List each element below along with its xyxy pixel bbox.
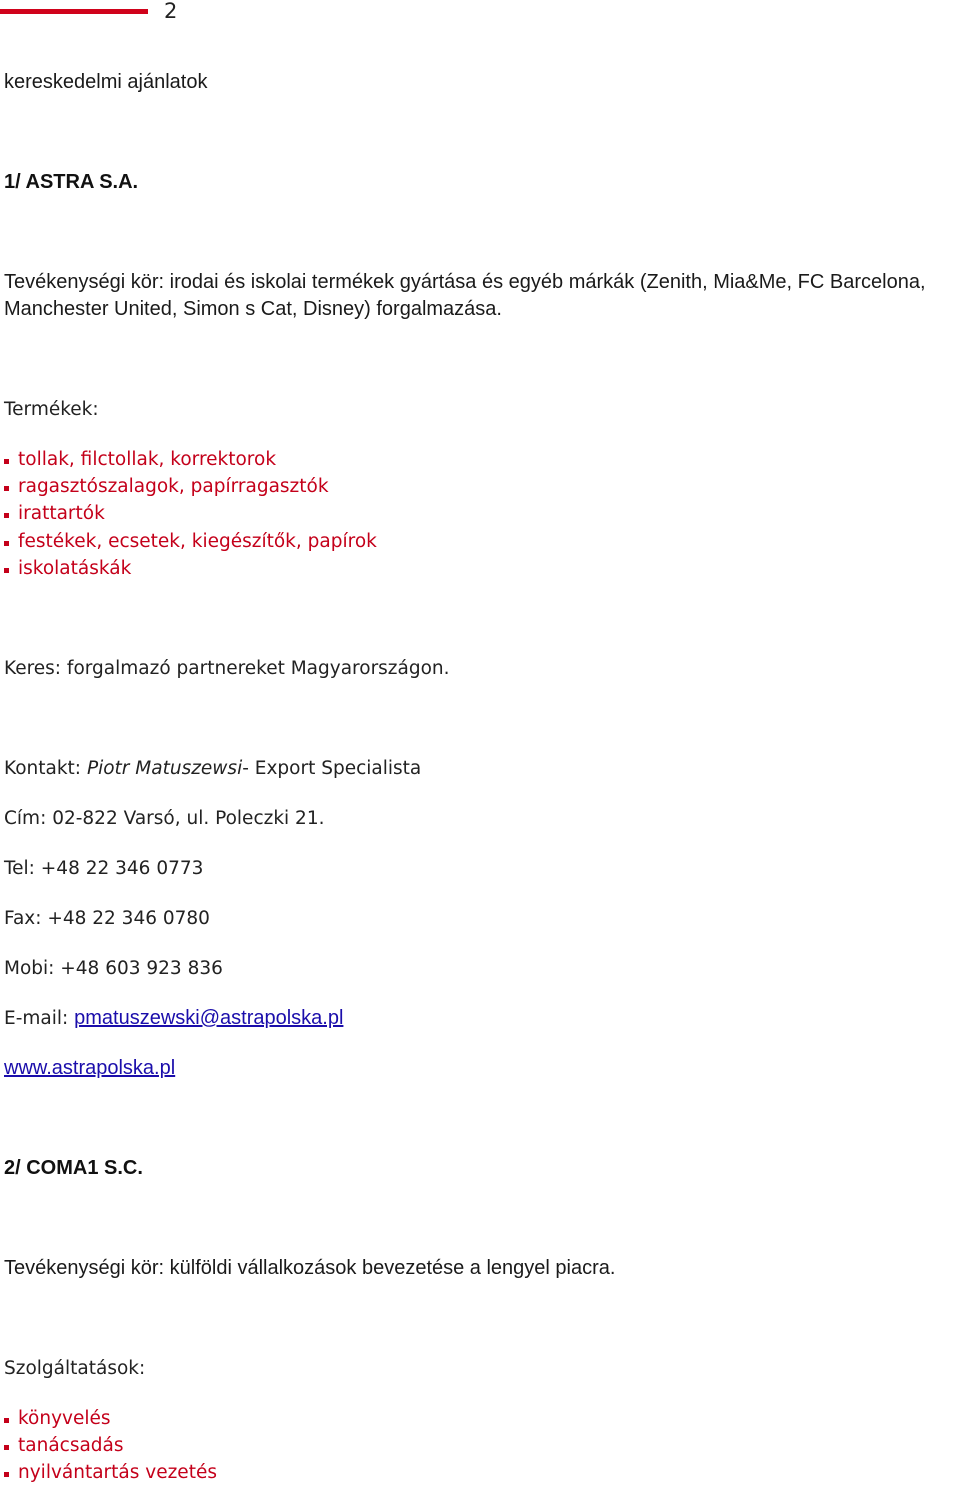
product-label: iskolatáskák — [18, 557, 132, 579]
service-label: könyvelés — [18, 1408, 111, 1429]
products-list — [4, 446, 377, 582]
services-label: Szolgáltatások: — [4, 1358, 146, 1379]
website-line — [4, 1055, 175, 1082]
list-item — [4, 1459, 217, 1486]
contact-label: Kontakt: — [4, 758, 87, 779]
bullet-icon — [4, 1418, 9, 1423]
email-link[interactable]: pmatuszewski@astrapolska.pl — [74, 1007, 344, 1029]
products-label: Termékek: — [4, 399, 99, 420]
company2-heading: 2/ COMA1 S.C. — [4, 1157, 143, 1179]
list-item — [4, 500, 377, 527]
list-item — [4, 555, 377, 582]
bullet-icon — [4, 1472, 9, 1477]
list-item — [4, 1432, 217, 1459]
list-item — [4, 446, 377, 473]
bullet-icon — [4, 568, 9, 573]
address-line: Cím: 02-822 Varsó, ul. Poleczki 21. — [4, 808, 325, 829]
company2-activity: Tevékenységi kör: külföldi vállalkozások bevezetése a lengyel piacra. — [4, 1257, 616, 1279]
service-label: tanácsadás — [18, 1435, 124, 1457]
company1-activity-line1: Tevékenységi kör: irodai és iskolai termékek gyártása és egyéb márkák (Zenith, Mia&Me, FC Barcelona, — [4, 271, 926, 293]
services-list — [4, 1405, 217, 1487]
email-label: E-mail: — [4, 1008, 75, 1029]
bullet-icon — [4, 486, 9, 491]
list-item — [4, 473, 377, 500]
bullet-icon — [4, 459, 9, 464]
header-accent-bar — [0, 9, 148, 14]
page-number: 2 — [164, 0, 178, 23]
company1-seeks: Keres: forgalmazó partnereket Magyarországon. — [4, 658, 450, 679]
contact-name: Piotr Matuszewsi — [86, 758, 243, 779]
company1-activity-line2: Manchester United, Simon s Cat, Disney) forgalmazása. — [4, 298, 502, 320]
tel-line: Tel: +48 22 346 0773 — [4, 858, 204, 879]
contact-line — [4, 755, 421, 782]
product-label: tollak, filctollak, korrektorok — [18, 449, 277, 470]
fax-line: Fax: +48 22 346 0780 — [4, 908, 210, 929]
product-label: festékek, ecsetek, kiegészítők, papírok — [18, 530, 377, 552]
product-label: ragasztószalagok, papírragasztók — [18, 476, 329, 498]
product-label: irattartók — [18, 503, 105, 525]
email-line — [4, 1005, 343, 1032]
bullet-icon — [4, 1445, 9, 1450]
bullet-icon — [4, 541, 9, 546]
intro-title: kereskedelmi ajánlatok — [4, 71, 208, 93]
mobile-line: Mobi: +48 603 923 836 — [4, 958, 223, 979]
list-item — [4, 1405, 217, 1432]
service-label: nyilvántartás vezetés — [18, 1462, 217, 1484]
list-item — [4, 528, 377, 555]
company1-heading: 1/ ASTRA S.A. — [4, 171, 139, 193]
website-link[interactable]: www.astrapolska.pl — [4, 1057, 176, 1079]
contact-role: - Export Specialista — [242, 758, 422, 779]
bullet-icon — [4, 513, 9, 518]
